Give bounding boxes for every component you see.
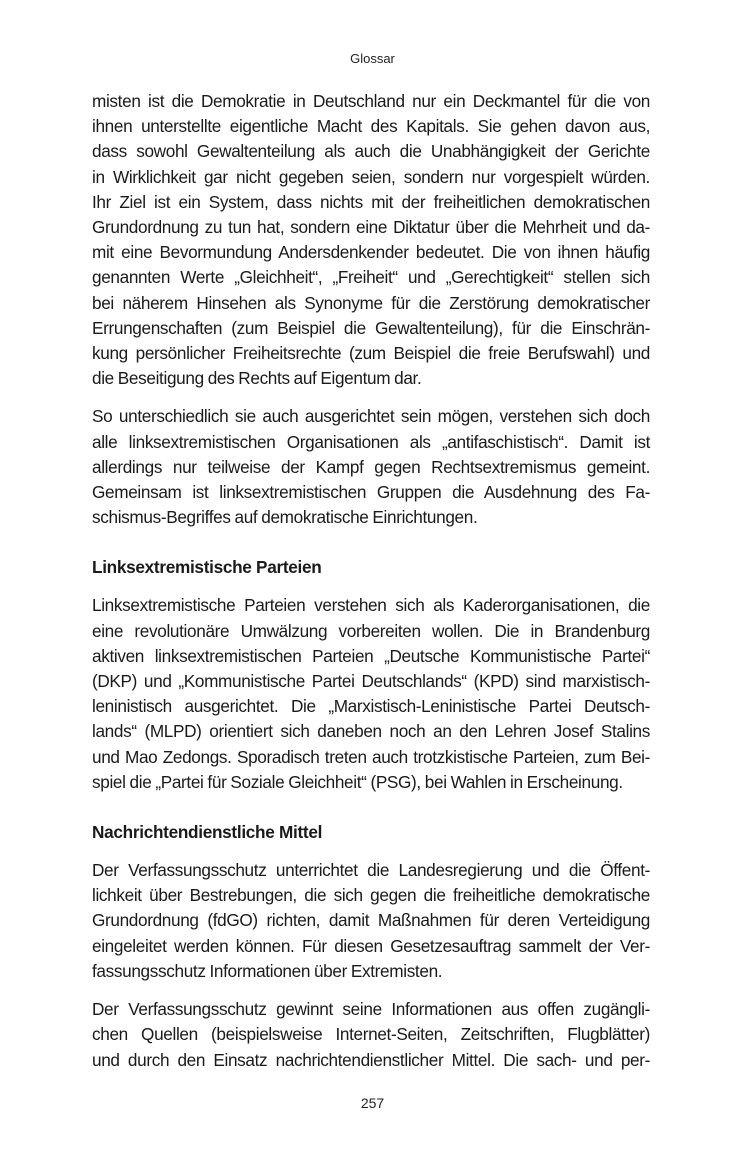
text-line: Gemeinsam ist linksextremistischen Gruppen die Ausdehnung des Fa- — [92, 482, 650, 503]
text-line: ihnen unterstellte eigentliche Macht des Kapitals. Sie gehen davon aus, — [92, 116, 650, 137]
text-line: dass sowohl Gewaltenteilung als auch die Unabhängigkeit der Gerichte — [92, 141, 650, 162]
section-heading-intelligence-means: Nachrichtendienstliche Mittel — [92, 822, 323, 843]
text-line: (DKP) und „Kommunistische Partei Deutschlands“ (KPD) sind marxistisch- — [92, 671, 650, 692]
running-header: Glossar — [350, 51, 395, 66]
text-line: Der Verfassungsschutz unterrichtet die Landesregierung und die Öffent- — [92, 860, 650, 881]
paragraph-left-extremist-parties — [92, 593, 650, 795]
text-line: So unterschiedlich sie auch ausgerichtet sein mögen, verstehen sich doch — [92, 406, 650, 427]
text-line: allerdings nur teilweise der Kampf gegen Rechtsextremismus gemeint. — [92, 456, 650, 477]
paragraph-information-sources — [92, 997, 650, 1073]
text-line: alle linksextremistischen Organisationen als „antifaschistisch“. Damit ist — [92, 431, 650, 452]
text-line: die Beseitigung des Rechts auf Eigentum dar. — [92, 368, 422, 389]
text-line: Grundordnung (fdGO) richten, damit Maßnahmen für deren Verteidigung — [92, 910, 650, 931]
text-line: Der Verfassungsschutz gewinnt seine Informationen aus offen zugängli- — [92, 999, 650, 1020]
text-line: bei näherem Hinsehen als Synonyme für die Zerstörung demokratischer — [92, 292, 650, 313]
text-line: kung persönlicher Freiheitsrechte (zum Beispiel die freie Berufswahl) und — [92, 343, 650, 364]
text-line: leninistisch ausgerichtet. Die „Marxistisch-Leninistische Partei Deutsch- — [92, 696, 650, 717]
page-body — [92, 89, 650, 1086]
text-line: und Mao Zedongs. Sporadisch treten auch trotzkistische Parteien, zum Bei- — [92, 746, 650, 767]
text-line: chen Quellen (beispielsweise Internet-Seiten, Zeitschriften, Flugblätter) — [92, 1024, 650, 1045]
text-line: mit eine Bevormundung Andersdenkender bedeutet. Die von ihnen häufig — [92, 242, 650, 263]
text-line: Errungenschaften (zum Beispiel die Gewaltenteilung), für die Einschrän- — [92, 317, 650, 338]
text-line: Linksextremistische Parteien verstehen sich als Kaderorganisationen, die — [92, 595, 650, 616]
text-line: schismus-Begriffes auf demokratische Einrichtungen. — [92, 507, 478, 528]
text-line: genannten Werte „Gleichheit“, „Freiheit“ und „Gerechtigkeit“ stellen sich — [92, 267, 650, 288]
text-line: eine revolutionäre Umwälzung vorbereiten wollen. Die in Brandenburg — [92, 620, 650, 641]
text-line: eingeleitet werden können. Für diesen Gesetzesauftrag sammelt der Ver- — [92, 935, 650, 956]
page-number: 257 — [360, 1095, 385, 1111]
text-line: lichkeit über Bestrebungen, die sich gegen die freiheitliche demokratische — [92, 885, 650, 906]
text-line: lands“ (MLPD) orientiert sich daneben noch an den Lehren Josef Stalins — [92, 721, 650, 742]
paragraph-antifascism — [92, 404, 650, 530]
text-line: Grundordnung zu tun hat, sondern eine Diktatur über die Mehrheit und da- — [92, 217, 650, 238]
text-line: spiel die „Partei für Soziale Gleichheit“ (PSG), bei Wahlen in Erscheinung. — [92, 771, 623, 792]
paragraph-verfassungsschutz-mandate — [92, 858, 650, 984]
text-line: Ihr Ziel ist ein System, dass nichts mit der freiheitlichen demokratischen — [92, 191, 650, 212]
text-line: misten ist die Demokratie in Deutschland nur ein Deckmantel für die von — [92, 91, 650, 111]
text-line: in Wirklichkeit gar nicht gegeben seien, sondern nur vorgespielt würden. — [92, 166, 650, 187]
paragraph-left-extremist-democracy-view — [92, 89, 650, 391]
text-line: fassungsschutz Informationen über Extremisten. — [92, 960, 443, 981]
section-heading-left-extremist-parties: Linksextremistische Parteien — [92, 557, 322, 578]
text-line: und durch den Einsatz nachrichtendienstlicher Mittel. Die sach- und per- — [92, 1049, 650, 1070]
text-line: aktiven linksextremistischen Parteien „Deutsche Kommunistische Partei“ — [92, 645, 650, 666]
